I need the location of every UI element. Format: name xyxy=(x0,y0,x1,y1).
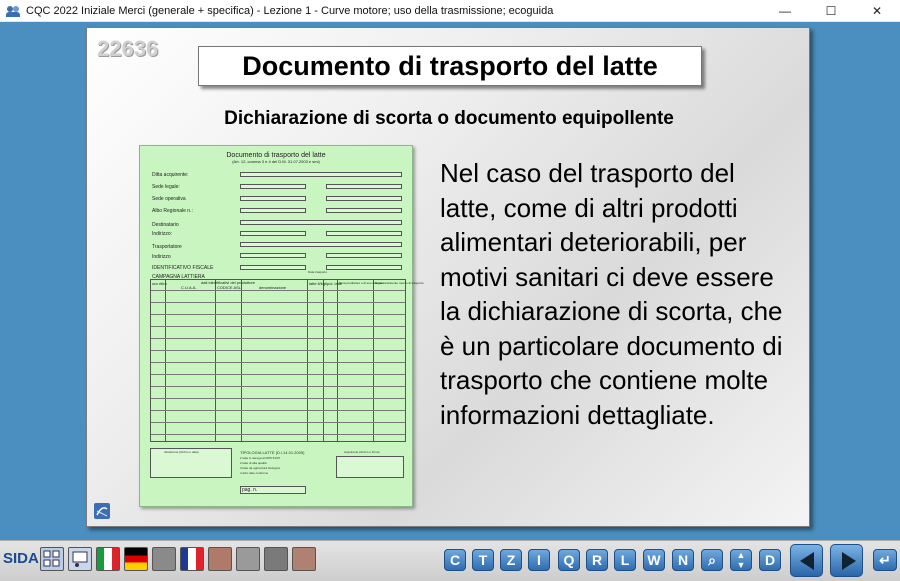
nav-button-w[interactable]: W xyxy=(643,549,665,571)
enter-icon[interactable]: ↵ xyxy=(873,549,897,571)
nav-button-r[interactable]: R xyxy=(586,549,608,571)
form-field xyxy=(240,172,402,177)
close-button[interactable]: ✕ xyxy=(871,4,883,18)
form-field xyxy=(326,231,402,236)
table-header: dati identificativi del produttore xyxy=(201,280,256,285)
nav-button-t[interactable]: T xyxy=(472,549,494,571)
form-page-label: pag. n. xyxy=(242,487,258,493)
table-header: latte lt/kg xyxy=(309,281,326,286)
form-field xyxy=(326,265,402,270)
form-title: Documento di trasporto del latte xyxy=(226,152,326,159)
form-label: Ditta acquirente: xyxy=(152,172,189,178)
brand-label: SIDA xyxy=(3,550,39,567)
search-icon[interactable]: ⌕ xyxy=(701,549,723,571)
form-label: Trasportatore xyxy=(152,244,182,250)
form-section-label: CAMPAGNA LATTIERA xyxy=(152,274,205,280)
form-tipologia-item: 2 latte di alta qualità xyxy=(240,461,267,465)
form-acquirente-box xyxy=(336,456,404,478)
table-header: C.U.A.A. xyxy=(181,285,197,290)
table-header: ora ritiro xyxy=(152,281,167,286)
minimize-button[interactable]: — xyxy=(779,4,791,18)
form-field xyxy=(326,253,402,258)
form-field xyxy=(326,184,402,189)
previous-button[interactable] xyxy=(790,544,823,577)
form-field xyxy=(240,242,402,247)
form-date-label: Data trasporto xyxy=(308,270,328,274)
form-label: Sede operativa xyxy=(152,196,186,202)
form-field xyxy=(240,265,306,270)
form-label: Destinatario xyxy=(152,222,179,228)
form-tipologia-item: 4 altro latte conforme xyxy=(240,471,269,475)
nav-button-n[interactable]: N xyxy=(672,549,694,571)
presentation-icon[interactable] xyxy=(68,547,92,571)
form-field xyxy=(240,253,306,258)
form-field xyxy=(326,196,402,201)
table-header: firma produttore o di suo delegato xyxy=(339,281,384,285)
table-header: tipol. latte xyxy=(325,281,343,286)
disabled-language-icon[interactable] xyxy=(152,547,176,571)
publisher-logo-icon xyxy=(93,501,111,521)
table-header: denominazione xyxy=(259,285,287,290)
app-icon xyxy=(6,4,20,18)
form-tipologia-item: 3 latte da agricoltura biologica xyxy=(240,466,280,470)
table-header: CODICE ASL xyxy=(217,285,242,290)
form-field xyxy=(240,196,306,201)
nav-button-q[interactable]: Q xyxy=(558,549,580,571)
form-label: Indirizzo xyxy=(152,254,171,260)
form-label: IDENTIFICATIVO FISCALE xyxy=(152,265,214,271)
slide-subtitle: Dichiarazione di scorta o documento equipollente xyxy=(224,108,674,129)
language-icon[interactable] xyxy=(236,547,260,571)
nav-button-d[interactable]: D xyxy=(759,549,781,571)
main-area xyxy=(0,22,900,540)
window-title: CQC 2022 Iniziale Merci (generale + specifica) - Lezione 1 - Curve motore; uso della trasmissione; ecoguida xyxy=(26,4,554,17)
arrow-right-icon xyxy=(842,552,856,570)
form-tipologia: TIPOLOGIA LATTE (D.l.14.01.2005) xyxy=(240,450,305,455)
form-stamp-label: ubicazione (timbro e data) xyxy=(164,450,199,454)
nav-button-l[interactable]: L xyxy=(614,549,636,571)
form-field xyxy=(240,184,306,189)
form-label: Indirizzo: xyxy=(152,231,173,237)
german-flag-icon[interactable] xyxy=(124,547,148,571)
form-field xyxy=(326,208,402,213)
italian-flag-icon[interactable] xyxy=(96,547,120,571)
table-header: firma conducente mezzo di trasporto xyxy=(375,281,424,285)
slide-title: Documento di trasporto del latte xyxy=(198,46,702,86)
arrow-left-icon xyxy=(800,552,814,570)
nav-button-z[interactable]: Z xyxy=(500,549,522,571)
language-icon[interactable] xyxy=(264,547,288,571)
form-field xyxy=(240,231,306,236)
grid-view-icon[interactable] xyxy=(40,547,64,571)
language-icon[interactable] xyxy=(208,547,232,571)
form-field xyxy=(240,220,402,225)
form-tipologia-item: 1 latte in deroga al DPR 54/97 xyxy=(240,456,281,460)
form-acquirente-label: Acquirente (timbro e firma) xyxy=(344,450,380,454)
form-label: Sede legale: xyxy=(152,184,180,190)
slide-body-text: Nel caso del trasporto del latte, come di altri prodotti alimentari deteriorabili, per motivi sanitari ci deve essere la dichiarazione di scorta, che è un particolare documento di trasporto che contiene molte informazioni dettagliate. xyxy=(440,158,783,430)
slide-number: 22636 xyxy=(97,36,159,61)
next-button[interactable] xyxy=(830,544,863,577)
title-bar xyxy=(0,0,900,22)
nav-button-i[interactable]: I xyxy=(528,549,550,571)
form-label: Albo Regionale n.: xyxy=(152,208,193,214)
form-table xyxy=(150,279,424,442)
language-icon[interactable] xyxy=(292,547,316,571)
nav-button-c[interactable]: C xyxy=(444,549,466,571)
up-down-icon[interactable]: ▲ ▼ xyxy=(730,549,752,571)
bottom-toolbar xyxy=(0,540,900,581)
form-subtitle: (Art. 12, comma 3 e 4 del D.M. 31.07.2003 e smi) xyxy=(232,159,320,164)
french-flag-icon[interactable] xyxy=(180,547,204,571)
form-field xyxy=(240,208,306,213)
slide xyxy=(86,27,810,527)
maximize-button[interactable]: ☐ xyxy=(825,4,837,18)
transport-document-image xyxy=(139,145,424,507)
